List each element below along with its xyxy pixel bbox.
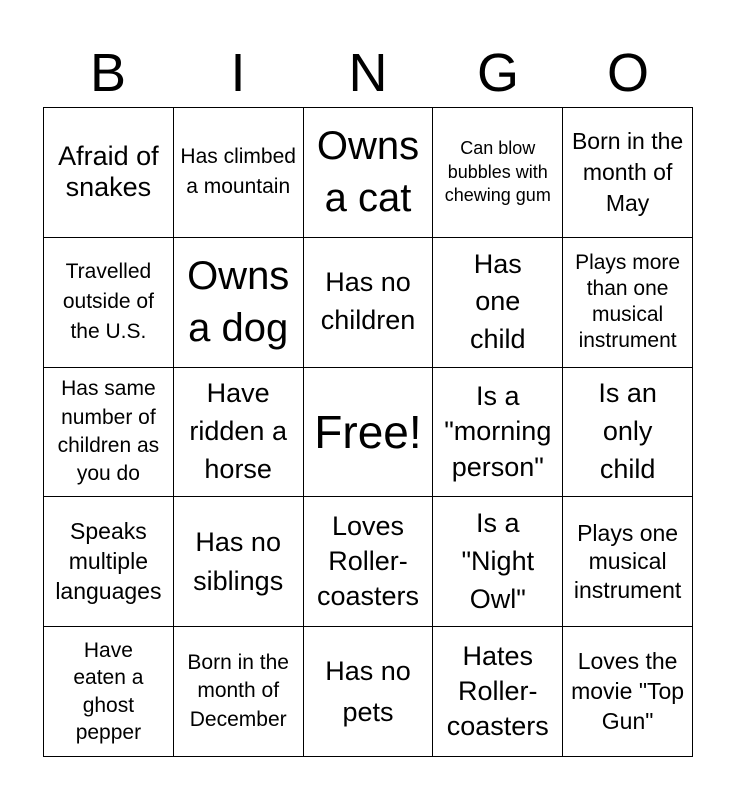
header-letter-n: N [348,43,388,103]
cell-text: Have ridden a horse [189,378,287,484]
cell-text: Owns a cat [316,124,420,221]
bingo-cell[interactable] [44,108,174,238]
bingo-cell[interactable] [44,238,174,368]
bingo-board [43,107,693,757]
bingo-cell[interactable] [563,497,693,627]
bingo-cell[interactable] [174,627,304,757]
cell-text: Loves Roller-coasters [316,511,419,612]
bingo-cell[interactable] [433,238,563,368]
bingo-cell[interactable] [304,108,434,238]
cell-text: Owns a dog [187,254,290,351]
bingo-cell[interactable] [304,238,434,368]
bingo-cell[interactable] [563,108,693,238]
bingo-cell[interactable] [174,238,304,368]
free-space-text: Free! [314,405,422,458]
bingo-cell[interactable] [433,368,563,498]
bingo-cell[interactable] [433,627,563,757]
cell-text: Has climbed a mountain [180,144,296,199]
cell-text: Afraid of snakes [58,140,159,203]
bingo-cell[interactable] [174,368,304,498]
cell-text: Has same number of children as you do [57,377,160,486]
header-letter-o: O [606,43,649,103]
cell-text: Has no pets [325,656,411,727]
cell-text: Is an only child [598,378,657,484]
bingo-cell[interactable] [44,627,174,757]
bingo-cell[interactable] [44,368,174,498]
cell-text: Has no children [320,267,416,336]
cell-text: Has no siblings [193,526,284,596]
bingo-cell[interactable] [304,497,434,627]
cell-text: Loves the movie "Top Gun" [571,647,685,734]
bingo-cell[interactable] [304,627,434,757]
cell-text: Born in the month of May [571,127,684,216]
header-letter-i: I [230,43,246,103]
cell-text: Travelled outside of the U.S. [62,259,154,344]
cell-text: Is a "Night Owl" [461,508,535,614]
free-space-cell[interactable] [304,368,434,498]
bingo-cell[interactable] [174,108,304,238]
cell-text: Has one child [470,248,526,355]
bingo-cell[interactable] [563,368,693,498]
cell-text: Have eaten a ghost pepper [73,639,144,744]
cell-text: Is a "morning person" [444,381,552,482]
cell-text: Plays more than one musical instrument [575,250,681,353]
cell-text: Can blow bubbles with chewing gum [444,138,551,206]
bingo-cell[interactable] [44,497,174,627]
cell-text: Plays one musical instrument [573,519,682,604]
header-letter-g: G [476,43,519,103]
bingo-cell[interactable] [563,627,693,757]
bingo-cell[interactable] [433,108,563,238]
bingo-cell[interactable] [433,497,563,627]
bingo-cell[interactable] [174,497,304,627]
bingo-header [43,40,693,106]
bingo-cell[interactable] [563,238,693,368]
cell-text: Speaks multiple languages [55,517,162,604]
cell-text: Hates Roller-coasters [446,640,549,742]
cell-text: Born in the month of December [187,651,289,731]
header-letter-b: B [89,43,127,103]
